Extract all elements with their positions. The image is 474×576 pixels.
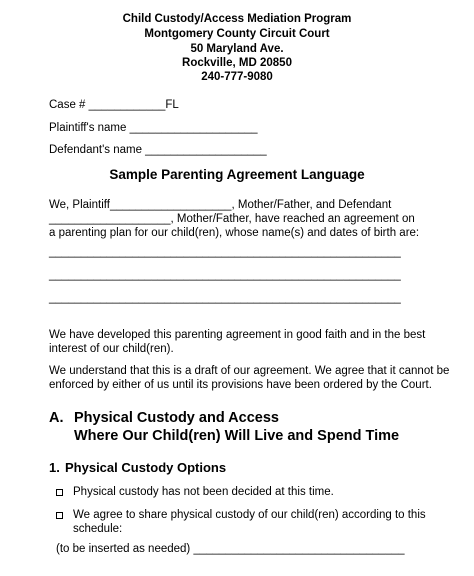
section-a-title: Physical Custody and Access (74, 410, 279, 426)
draft-paragraph-line: We understand that this is a draft of our agreement. We agree that it cannot be (49, 365, 450, 377)
plaintiff-blank[interactable]: ___________________ (109, 199, 232, 211)
phone-number: 240-777-9080 (201, 71, 273, 83)
children-blank-line[interactable]: _______________________________________________________ (49, 292, 401, 304)
section-a-subtitle: Where Our Child(ren) Will Live and Spend Time (74, 428, 400, 444)
good-faith-paragraph-line: interest of our child(ren). (49, 343, 174, 355)
option-1-checkbox[interactable] (56, 489, 63, 496)
option-2-checkbox[interactable] (56, 512, 63, 519)
option-2-text: We agree to share physical custody of our child(ren) according to this (73, 509, 426, 521)
plaintiff-name-field[interactable]: Plaintiff's name ____________________ (49, 122, 258, 134)
option-2-text: schedule: (73, 523, 123, 535)
page-title: Sample Parenting Agreement Language (109, 167, 365, 182)
city-state-zip: Rockville, MD 20850 (182, 57, 292, 69)
intro-text: We, Plaintiff (49, 199, 110, 211)
defendant-name-field[interactable]: Defendant's name ___________________ (49, 144, 267, 156)
intro-text: , Mother/Father, have reached an agreement on (170, 213, 415, 225)
court-name: Montgomery County Circuit Court (144, 28, 330, 40)
schedule-insert-line[interactable]: (to be inserted as needed) _________________________________ (56, 543, 405, 555)
intro-text: , Mother/Father, and Defendant (231, 199, 392, 211)
intro-line-3: a parenting plan for our child(ren), whose name(s) and dates of birth are: (49, 227, 420, 239)
draft-paragraph-line: enforced by either of us until its provisions have been ordered by the Court. (49, 379, 432, 391)
children-blank-line[interactable]: _______________________________________________________ (49, 246, 401, 258)
intro-line-2 (49, 212, 415, 226)
section-a-label: A. (49, 410, 64, 426)
children-blank-line[interactable]: _______________________________________________________ (49, 269, 401, 281)
good-faith-paragraph-line: We have developed this parenting agreement in good faith and in the best (49, 329, 426, 341)
defendant-blank[interactable]: ___________________ (49, 213, 171, 225)
option-1-text: Physical custody has not been decided at this time. (73, 486, 334, 498)
section-1-label: 1. (49, 460, 60, 475)
street-address: 50 Maryland Ave. (190, 43, 284, 55)
intro-line-1 (49, 198, 391, 212)
section-1-title: Physical Custody Options (65, 460, 227, 475)
program-name: Child Custody/Access Mediation Program (122, 13, 352, 25)
case-number-field[interactable]: Case # ____________FL (49, 99, 179, 111)
